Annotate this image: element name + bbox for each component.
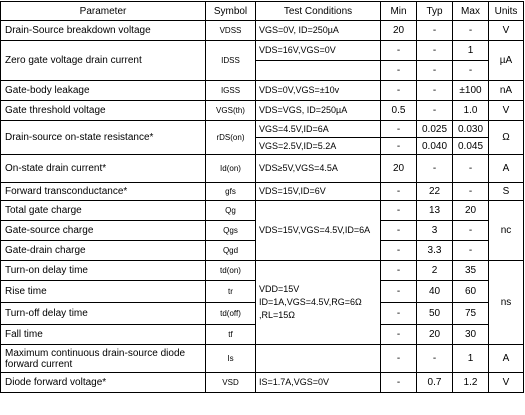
typ-cell: - [417, 155, 453, 183]
typ-cell: - [417, 101, 453, 121]
max-cell: 1 [453, 41, 489, 61]
condition-cell: VGS=2.5V,ID=5.2A [256, 138, 381, 155]
symbol-cell: gfs [206, 183, 256, 201]
condition-cell: VGS=0V, ID=250µA [256, 21, 381, 41]
condition-cell: IS=1.7A,VGS=0V [256, 373, 381, 393]
min-cell: - [381, 221, 417, 241]
unit-cell: A [489, 155, 524, 183]
min-cell: - [381, 373, 417, 393]
min-cell: 0.5 [381, 101, 417, 121]
condition-cell: VDD=15V ID=1A,VGS=4.5V,RG=6Ω ,RL=15Ω [256, 261, 381, 345]
electrical-characteristics-table [0, 1, 524, 393]
unit-cell: S [489, 183, 524, 201]
table-row [1, 21, 524, 41]
symbol-cell: tr [206, 281, 256, 303]
max-cell: - [453, 155, 489, 183]
max-cell: - [453, 61, 489, 81]
table-row [1, 41, 524, 61]
param-cell: Drain-Source breakdown voltage [1, 21, 206, 41]
param-cell: Diode forward voltage* [1, 373, 206, 393]
unit-cell: nA [489, 81, 524, 101]
min-cell: 20 [381, 155, 417, 183]
table-row [1, 261, 524, 281]
condition-cell: VDS=15V,ID=6V [256, 183, 381, 201]
param-cell: Gate-body leakage [1, 81, 206, 101]
typ-cell: - [417, 21, 453, 41]
max-cell: 0.045 [453, 138, 489, 155]
table-row [1, 81, 524, 101]
symbol-cell: rDS(on) [206, 121, 256, 155]
typ-cell: - [417, 41, 453, 61]
symbol-cell: Is [206, 345, 256, 373]
max-cell: 0.030 [453, 121, 489, 138]
symbol-cell: Qgs [206, 221, 256, 241]
symbol-cell: Qgd [206, 241, 256, 261]
min-cell: - [381, 241, 417, 261]
max-cell: 1.0 [453, 101, 489, 121]
symbol-cell: td(off) [206, 303, 256, 325]
symbol-cell: td(on) [206, 261, 256, 281]
min-cell: - [381, 121, 417, 138]
max-cell: - [453, 183, 489, 201]
typ-cell: - [417, 345, 453, 373]
param-cell: Turn-off delay time [1, 303, 206, 325]
header-test-conditions: Test Conditions [256, 2, 381, 21]
symbol-cell: IDSS [206, 41, 256, 81]
header-parameter: Parameter [1, 2, 206, 21]
min-cell: - [381, 41, 417, 61]
param-cell: Zero gate voltage drain current [1, 41, 206, 81]
max-cell: 75 [453, 303, 489, 325]
param-cell: On-state drain current* [1, 155, 206, 183]
symbol-cell: VGS(th) [206, 101, 256, 121]
typ-cell: 3 [417, 221, 453, 241]
min-cell: - [381, 61, 417, 81]
table-row [1, 101, 524, 121]
unit-cell: Ω [489, 121, 524, 155]
table-row [1, 155, 524, 183]
min-cell: - [381, 183, 417, 201]
typ-cell: - [417, 81, 453, 101]
unit-cell: V [489, 373, 524, 393]
symbol-cell: tf [206, 325, 256, 345]
param-cell: Fall time [1, 325, 206, 345]
unit-cell: V [489, 101, 524, 121]
max-cell: 20 [453, 201, 489, 221]
table-row [1, 201, 524, 221]
min-cell: - [381, 281, 417, 303]
param-cell: Drain-source on-state resistance* [1, 121, 206, 155]
min-cell: - [381, 325, 417, 345]
table-row [1, 121, 524, 138]
min-cell: - [381, 261, 417, 281]
table-row [1, 373, 524, 393]
symbol-cell: VSD [206, 373, 256, 393]
min-cell: - [381, 201, 417, 221]
param-cell: Forward transconductance* [1, 183, 206, 201]
header-symbol: Symbol [206, 2, 256, 21]
condition-cell: VDS≥5V,VGS=4.5A [256, 155, 381, 183]
min-cell: - [381, 138, 417, 155]
unit-cell: ns [489, 261, 524, 345]
max-cell: 1.2 [453, 373, 489, 393]
min-cell: - [381, 345, 417, 373]
max-cell: 35 [453, 261, 489, 281]
typ-cell: 3.3 [417, 241, 453, 261]
unit-cell: V [489, 21, 524, 41]
symbol-cell: Qg [206, 201, 256, 221]
header-row [1, 2, 524, 21]
param-cell: Gate-drain charge [1, 241, 206, 261]
unit-cell: nc [489, 201, 524, 261]
typ-cell: 40 [417, 281, 453, 303]
param-cell: Gate-source charge [1, 221, 206, 241]
table-row [1, 183, 524, 201]
typ-cell: 50 [417, 303, 453, 325]
condition-cell [256, 345, 381, 373]
header-typ: Typ [417, 2, 453, 21]
header-min: Min [381, 2, 417, 21]
typ-cell: 2 [417, 261, 453, 281]
min-cell: - [381, 303, 417, 325]
typ-cell: 20 [417, 325, 453, 345]
condition-cell: VDS=VGS, ID=250µA [256, 101, 381, 121]
typ-cell: 0.025 [417, 121, 453, 138]
max-cell: - [453, 21, 489, 41]
max-cell: - [453, 241, 489, 261]
param-cell: Total gate charge [1, 201, 206, 221]
typ-cell: - [417, 61, 453, 81]
symbol-cell: Id(on) [206, 155, 256, 183]
max-cell: 60 [453, 281, 489, 303]
min-cell: - [381, 81, 417, 101]
condition-cell: VDS=0V,VGS=±10v [256, 81, 381, 101]
condition-cell: VGS=4.5V,ID=6A [256, 121, 381, 138]
typ-cell: 0.7 [417, 373, 453, 393]
symbol-cell: VDSS [206, 21, 256, 41]
max-cell: 30 [453, 325, 489, 345]
table-row [1, 345, 524, 373]
param-cell: Rise time [1, 281, 206, 303]
min-cell: 20 [381, 21, 417, 41]
unit-cell: A [489, 345, 524, 373]
header-units: Units [489, 2, 524, 21]
param-cell: Maximum continuous drain-source diode forward current [1, 345, 206, 373]
typ-cell: 13 [417, 201, 453, 221]
param-cell: Gate threshold voltage [1, 101, 206, 121]
max-cell: - [453, 221, 489, 241]
header-max: Max [453, 2, 489, 21]
typ-cell: 22 [417, 183, 453, 201]
condition-cell: VDS=15V,VGS=4.5V,ID=6A [256, 201, 381, 261]
symbol-cell: IGSS [206, 81, 256, 101]
max-cell: 1 [453, 345, 489, 373]
condition-cell: VDS=16V,VGS=0V [256, 41, 381, 61]
max-cell: ±100 [453, 81, 489, 101]
param-cell: Turn-on delay time [1, 261, 206, 281]
typ-cell: 0.040 [417, 138, 453, 155]
condition-cell [256, 61, 381, 81]
unit-cell: µA [489, 41, 524, 81]
